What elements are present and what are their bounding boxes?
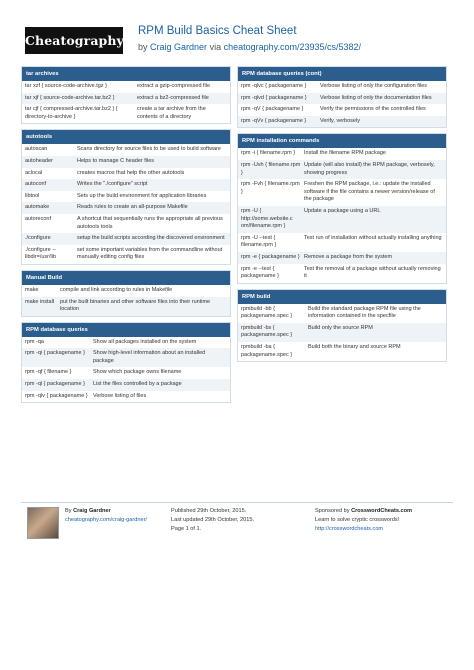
description-cell: Verbose listing of only the configuration files xyxy=(320,83,428,89)
table-row xyxy=(22,348,230,367)
table-row xyxy=(22,168,230,180)
command-cell: libtool xyxy=(25,192,40,199)
section-heading: RPM installation commands xyxy=(238,134,446,148)
description-cell: A shortcut that sequentially runs the appropriate all previous autotools tools xyxy=(77,215,223,230)
command-cell: autoscan xyxy=(25,146,48,153)
sponsor-link[interactable]: http://crosswordcheats.com xyxy=(315,526,384,532)
description-cell: put the built binaries and other software files into their runtime location xyxy=(60,298,211,313)
command-cell: rpm -U { http://some.website.c om/filename.rpm } xyxy=(241,207,293,230)
command-cell: autoconf xyxy=(25,181,47,188)
left-column xyxy=(21,66,231,408)
sponsor-prefix: Sponsored by xyxy=(315,508,350,514)
table-row xyxy=(22,233,230,245)
description-cell: Scans directory for source files to be used to build software xyxy=(77,146,221,153)
description-cell: Verbose listing of files xyxy=(93,392,147,399)
table-row xyxy=(22,179,230,191)
section-rpm-installation-commands xyxy=(237,133,447,283)
byline-via: via xyxy=(209,42,222,52)
description-cell: Sets up the build environment for application libraries xyxy=(77,192,207,199)
table-row xyxy=(22,379,230,391)
table-row xyxy=(238,148,446,160)
footer-author-name: Craig Gardner xyxy=(73,508,111,514)
section-rpm-build xyxy=(237,289,447,363)
description-cell: Show all packages installed on the system xyxy=(93,338,197,345)
command-cell: rpm -qlvc { packagename } xyxy=(241,83,307,89)
table-row xyxy=(22,214,230,233)
table-row xyxy=(238,323,446,342)
description-cell: Build both the binary and source RPM xyxy=(308,344,401,351)
footer-author-link[interactable]: cheatography.com/craig-gardner/ xyxy=(65,517,147,523)
description-cell: extract a gzip-compressed file xyxy=(137,83,211,89)
table-row xyxy=(22,104,230,123)
command-cell: rpm -qa xyxy=(25,338,44,345)
description-cell: Update a package using a URL xyxy=(304,207,381,214)
section-rpm-database-queries-cont xyxy=(237,66,447,128)
table-row xyxy=(238,116,446,128)
command-cell: tar cjf { compressed-archive.tar.bz2 } { directory-to-archive } xyxy=(25,106,118,120)
command-cell: rpmbuild -ba { packagename.spec } xyxy=(241,344,293,358)
description-cell: Show high-level information about an installed package xyxy=(93,350,206,364)
table-row xyxy=(238,81,446,93)
description-cell: Freshen the RPM package, i.e.: update the installed software if the file contains a newer version/release of the package xyxy=(304,181,435,203)
description-cell: Remove a package from the system xyxy=(304,253,393,260)
sheet-url-link[interactable]: cheatography.com/23935/cs/5382/ xyxy=(223,42,362,52)
command-cell: rpm -e --test { packagename } xyxy=(241,265,279,280)
footer-sponsor xyxy=(315,507,453,534)
footer-dates xyxy=(171,507,291,534)
table-row xyxy=(238,104,446,116)
command-cell: rpm -i { filename.rpm } xyxy=(241,150,296,157)
section-heading: RPM database queries (cont) xyxy=(238,67,446,81)
table-row xyxy=(22,285,230,297)
section-manual-build xyxy=(21,270,231,317)
table-row xyxy=(22,156,230,168)
command-cell: ./configure xyxy=(25,235,51,242)
command-cell: rpm -Uvh { filename.rpm } xyxy=(241,161,301,176)
command-cell: autoreconf xyxy=(25,215,51,222)
command-cell: rpm -Fvh { filename.rpm } xyxy=(241,181,300,195)
sponsor-name: CrosswordCheats.com xyxy=(351,508,413,514)
command-cell: make xyxy=(25,286,39,293)
published-date: Published 29th October, 2015. xyxy=(171,508,247,514)
table-row xyxy=(238,233,446,252)
description-cell: Test run of installation without actually installing anything xyxy=(304,234,442,241)
sponsor-text: Learn to solve cryptic crosswords! xyxy=(315,517,400,523)
table-row xyxy=(238,160,446,179)
author-avatar xyxy=(27,507,59,539)
section-tar-archives xyxy=(21,66,231,124)
right-column xyxy=(237,66,447,367)
table-row xyxy=(22,337,230,349)
section-heading: RPM database queries xyxy=(22,323,230,337)
description-cell: Test the removal of a package without actually removing it xyxy=(304,265,441,280)
table-row xyxy=(22,297,230,316)
command-cell: autoheader xyxy=(25,157,53,164)
command-cell: rpm -qlv { packagename } xyxy=(25,392,88,399)
table-row xyxy=(22,191,230,203)
table-row xyxy=(238,264,446,283)
table-row xyxy=(22,93,230,105)
description-cell: Show which package owns filename xyxy=(93,369,182,376)
cheatography-logo[interactable]: Cheatography xyxy=(25,27,123,54)
table-row xyxy=(22,144,230,156)
description-cell: Verify, verbosely xyxy=(320,117,360,124)
description-cell: Verify the permissions of the controlled files xyxy=(320,106,426,113)
table-row xyxy=(22,202,230,214)
description-cell: Install the filename RPM package xyxy=(304,150,386,157)
description-cell: Reads rules to create an all-purpose Makefile xyxy=(77,204,188,211)
description-cell: extract a bz2-compressed file xyxy=(137,94,209,101)
table-row xyxy=(22,367,230,379)
table-row xyxy=(22,245,230,264)
description-cell: Writes the "./configure" script xyxy=(77,181,148,188)
description-cell: creates macros that help the other autotools xyxy=(77,169,185,176)
description-cell: Build the standard package RPM file using the information contained in the specfile xyxy=(308,305,421,320)
command-cell: rpm -e { packagename } xyxy=(241,253,300,260)
command-cell: rpm -qV { packagename } xyxy=(241,106,304,113)
table-row xyxy=(238,252,446,264)
table-row xyxy=(22,81,230,93)
command-cell: rpm -qVv { packagename } xyxy=(241,117,307,124)
command-cell: rpm -qlvd { packagename } xyxy=(241,94,307,101)
command-cell: aclocal xyxy=(25,169,43,176)
command-cell: rpm -qi { packagename } xyxy=(25,350,85,357)
command-cell: rpm -qf { filename } xyxy=(25,369,72,376)
command-cell: rpm -U --test { filename.rpm } xyxy=(241,234,277,249)
updated-date: Last updated 29th October, 2015. xyxy=(171,517,255,523)
table-row xyxy=(238,179,446,206)
description-cell: Verbose listing of only the documentation files xyxy=(320,94,432,101)
section-heading: Manual Build xyxy=(22,271,230,285)
table-row xyxy=(22,391,230,403)
byline-by: by xyxy=(138,42,148,52)
table-row xyxy=(238,93,446,105)
description-cell: Build only the source RPM xyxy=(308,324,373,331)
description-cell: set some important variables from the commandline without manually editing config files xyxy=(77,246,223,261)
command-cell: rpm -ql { packagename } xyxy=(25,381,85,388)
description-cell: create a tar archive from the contents of a directory xyxy=(137,106,206,120)
command-cell: ./configure -- libdir=/usr/lib xyxy=(25,246,57,261)
page-header xyxy=(0,0,474,62)
command-cell: make install xyxy=(25,298,55,305)
command-cell: tar xzf { source-code-archive.tgz } xyxy=(25,83,107,89)
byline xyxy=(138,42,361,52)
command-cell: rpmbuild -bb { packagename.spec } xyxy=(241,305,293,320)
command-cell: tar xjf { source-code-archive.tar.bz2 } xyxy=(25,94,115,101)
command-cell: automake xyxy=(25,204,50,211)
section-heading: RPM build xyxy=(238,290,446,304)
page-footer xyxy=(21,502,453,550)
page-count: Page 1 of 1. xyxy=(171,526,202,532)
command-cell: rpmbuild -bs { packagename.spec } xyxy=(241,324,293,339)
section-heading: tar archives xyxy=(22,67,230,81)
description-cell: compile and link according to rules in Makefile xyxy=(60,286,173,293)
table-row xyxy=(238,342,446,361)
description-cell: setup the build scripts according the discovered environment xyxy=(77,235,225,242)
table-row xyxy=(238,304,446,323)
description-cell: Helps to manage C header files xyxy=(77,157,155,164)
footer-by: By xyxy=(65,508,72,514)
author-link[interactable]: Craig Gardner xyxy=(150,42,208,52)
section-heading: autotools xyxy=(22,130,230,144)
section-rpm-database-queries xyxy=(21,322,231,404)
page-title: RPM Build Basics Cheat Sheet xyxy=(138,25,297,37)
description-cell: List the files controlled by a package xyxy=(93,381,182,388)
section-autotools xyxy=(21,129,231,265)
description-cell: Update (will also install) the RPM package, verbosely, showing progress xyxy=(304,161,435,176)
table-row xyxy=(238,206,446,233)
footer-author xyxy=(65,507,165,525)
